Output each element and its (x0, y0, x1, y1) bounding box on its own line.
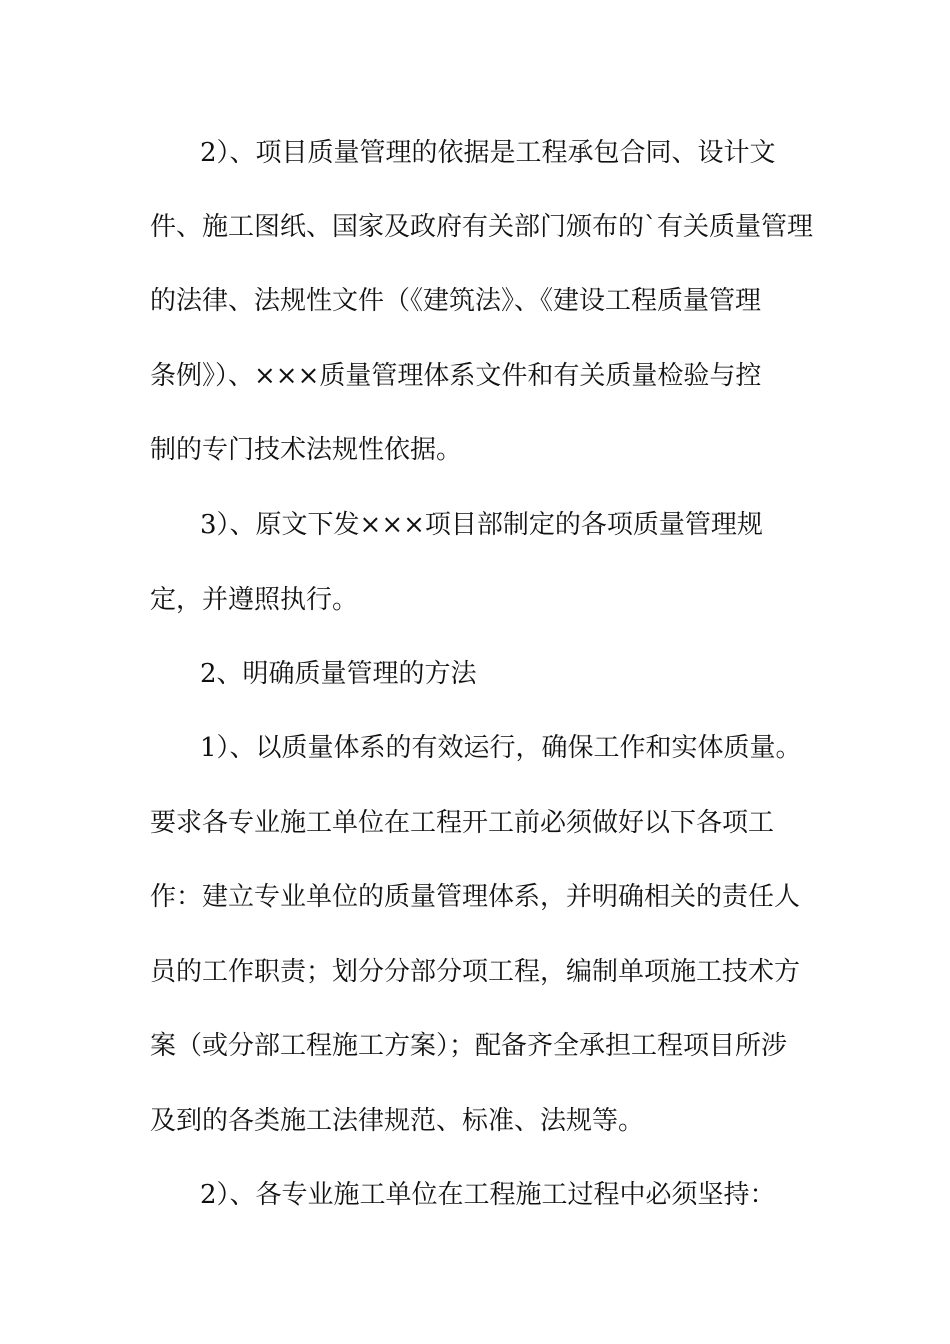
text-line-4: 条例》）、×××质量管理体系文件和有关质量检验与控 (150, 361, 762, 391)
text-line-14: 及到的各类施工法律规范、标准、法规等。 (150, 1106, 645, 1136)
text-line-2: 件、施工图纸、国家及政府有关部门颁布的`有关质量管理 (150, 212, 814, 242)
text-line-13: 案（或分部工程施工方案）；配备齐全承担工程项目所涉 (150, 1031, 788, 1061)
text-line-15: 2）、各专业施工单位在工程施工过程中必须坚持： (200, 1180, 776, 1210)
text-line-10: 要求各专业施工单位在工程开工前必须做好以下各项工 (150, 808, 775, 838)
text-line-5: 制的专门技术法规性依据。 (150, 435, 463, 465)
text-line-1: 2）、项目质量管理的依据是工程承包合同、设计文 (200, 138, 776, 168)
text-line-11: 作：建立专业单位的质量管理体系，并明确相关的责任人 (150, 882, 801, 912)
text-line-12: 员的工作职责；划分分部分项工程，编制单项施工技术方 (150, 957, 801, 987)
text-line-6: 3）、原文下发×××项目部制定的各项质量管理规 (200, 510, 763, 540)
text-line-3: 的法律、法规性文件（《建筑法》、《建设工程质量管理 (150, 286, 762, 316)
text-line-9: 1）、以质量体系的有效运行，确保工作和实体质量。 (200, 733, 802, 763)
text-line-7: 定，并遵照执行。 (150, 585, 359, 615)
section-heading: 2、明确质量管理的方法 (200, 659, 477, 689)
